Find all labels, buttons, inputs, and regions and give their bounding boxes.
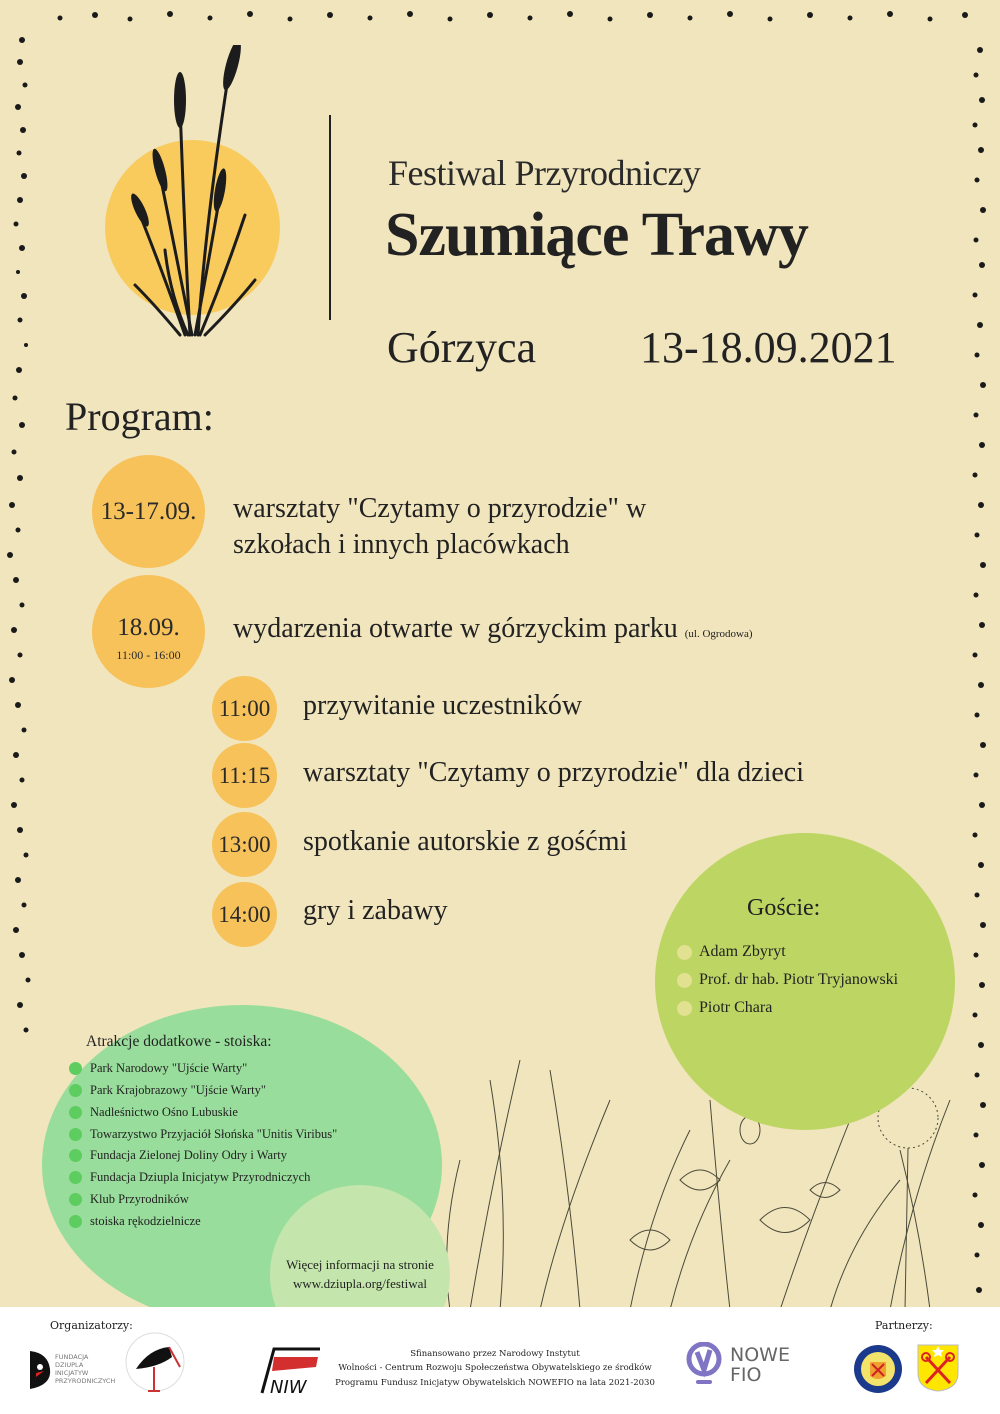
festival-title: Szumiące Trawy — [385, 201, 808, 269]
time-badge — [212, 676, 277, 741]
festival-subtitle: Festiwal Przyrodniczy — [388, 153, 701, 193]
woodpecker-logo-icon — [28, 1349, 52, 1391]
nowefio-lightbulb-icon — [686, 1342, 722, 1390]
attraction-item — [69, 1148, 287, 1163]
attraction-item — [69, 1083, 266, 1098]
header-divider — [329, 115, 331, 320]
bullet-icon — [677, 945, 692, 960]
attraction-item — [69, 1061, 247, 1076]
date-badge-text: 18.09. — [117, 614, 180, 641]
niw-logo-icon — [252, 1345, 322, 1395]
program-item-line: szkołach i innych placówkach — [233, 529, 570, 561]
bullet-icon — [69, 1149, 82, 1162]
bullet-icon — [69, 1084, 82, 1097]
guest-item — [677, 943, 786, 961]
more-info-text: Więcej informacji na stronie — [286, 1257, 434, 1272]
guest-name: Adam Zbyryt — [699, 943, 786, 960]
schedule-item: przywitanie uczestników — [303, 690, 583, 721]
logo-text: FIO — [730, 1363, 762, 1386]
time-badge — [212, 812, 277, 877]
organizers-label: Organizatorzy: — [50, 1319, 133, 1332]
attraction-item — [69, 1214, 201, 1229]
bullet-icon — [69, 1128, 82, 1141]
attraction-item — [69, 1170, 310, 1185]
attraction-label: Fundacja Zielonej Doliny Odry i Warty — [90, 1148, 287, 1162]
attraction-item — [69, 1105, 238, 1120]
guests-circle — [655, 833, 955, 1130]
schedule-item: warsztaty "Czytamy o przyrodzie" dla dzieci — [303, 757, 804, 788]
guest-name: Piotr Chara — [699, 999, 773, 1016]
funding-statement — [320, 1347, 670, 1390]
bullet-icon — [69, 1171, 82, 1184]
logo-text: DZIUPLA — [55, 1361, 84, 1370]
program-item-open-events — [233, 611, 753, 647]
program-item-workshops — [233, 491, 646, 564]
time-badge — [212, 882, 277, 947]
date-badge-time: 11:00 - 16:00 — [116, 648, 181, 662]
time-badge-text: 14:00 — [218, 901, 271, 927]
guest-name: Prof. dr hab. Piotr Tryjanowski — [699, 971, 899, 988]
attraction-label: Park Krajobrazowy "Ujście Warty" — [90, 1083, 266, 1097]
program-item-text: wydarzenia otwarte w górzyckim parku — [233, 613, 678, 644]
attraction-label: Towarzystwo Przyjaciół Słońska "Unitis Viribus" — [90, 1127, 338, 1141]
attraction-label: Fundacja Dziupla Inicjatyw Przyrodniczych — [90, 1170, 311, 1184]
funding-line: Programu Fundusz Inicjatyw Obywatelskich NOWEFIO na lata 2021-2030 — [335, 1377, 655, 1388]
attraction-item — [69, 1127, 337, 1142]
logo-text: NOWE — [730, 1344, 790, 1366]
funding-line: Wolności - Centrum Rozwoju Społeczeństwa Obywatelskiego ze środków — [338, 1363, 652, 1374]
bullet-icon — [677, 1001, 692, 1016]
program-item-line: warsztaty "Czytamy o przyrodzie" w — [233, 493, 647, 524]
bullet-icon — [69, 1106, 82, 1119]
logo-text: PRZYRODNICZYCH — [55, 1377, 116, 1386]
partners-label: Partnerzy: — [875, 1319, 933, 1332]
more-info-link[interactable]: www.dziupla.org/festiwal — [293, 1275, 427, 1291]
grass-illustration-icon — [120, 45, 270, 345]
logo-text: FUNDACJA — [55, 1353, 89, 1361]
dziupla-logo — [28, 1349, 123, 1391]
schedule-item: spotkanie autorskie z gośćmi — [303, 826, 628, 857]
festival-dates: 13-18.09.2021 — [640, 323, 897, 372]
program-item-note: (ul. Ogrodowa) — [684, 628, 753, 640]
municipal-seal-icon — [853, 1344, 903, 1394]
time-badge-text: 13:00 — [218, 831, 271, 857]
coat-of-arms-icon — [916, 1343, 960, 1393]
guest-item — [677, 971, 898, 989]
time-badge — [212, 743, 277, 808]
program-heading: Program: — [65, 394, 214, 439]
bullet-icon — [677, 973, 692, 988]
bullet-icon — [69, 1062, 82, 1075]
time-badge-text: 11:00 — [218, 695, 271, 721]
guest-item — [677, 999, 772, 1017]
niw-logo-text: NIW — [270, 1377, 307, 1395]
logo-text: INICJATYW — [55, 1369, 89, 1378]
guests-heading: Goście: — [747, 895, 821, 921]
footer — [0, 1307, 1000, 1414]
schedule-item: gry i zabawy — [303, 895, 448, 926]
klub-przyrodnikow-stork-logo-icon — [124, 1327, 186, 1397]
attraction-item — [69, 1192, 189, 1207]
bullet-icon — [69, 1215, 82, 1228]
attraction-label: Klub Przyrodników — [90, 1192, 189, 1206]
date-badge — [92, 455, 205, 568]
nowefio-logo-text — [730, 1346, 790, 1386]
attraction-label: stoiska rękodzielnicze — [90, 1214, 201, 1228]
date-badge — [92, 575, 205, 688]
time-badge-text: 11:15 — [218, 762, 271, 788]
attraction-label: Park Narodowy "Ujście Warty" — [90, 1061, 248, 1075]
festival-location: Górzyca — [387, 323, 537, 372]
bullet-icon — [69, 1193, 82, 1206]
date-badge-text: 13-17.09. — [100, 497, 197, 525]
attraction-label: Nadleśnictwo Ośno Lubuskie — [90, 1105, 238, 1119]
funding-line: Sfinansowano przez Narodowy Instytut — [410, 1349, 580, 1359]
attractions-heading: Atrakcje dodatkowe - stoiska: — [86, 1033, 272, 1050]
